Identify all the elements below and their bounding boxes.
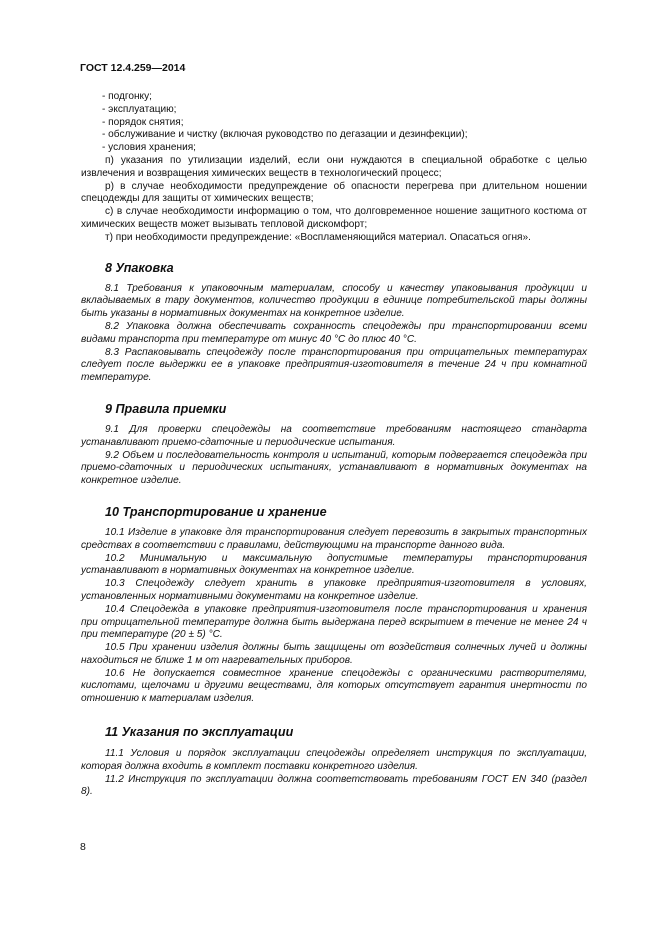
section-heading: 9 Правила приемки xyxy=(105,401,227,416)
paragraph: 11.1 Условия и порядок эксплуатации спецодежды определяет инструкция по эксплуатации, которая должна входить в комплект поставки конкретного изделия. xyxy=(81,748,587,772)
paragraph: 10.3 Спецодежду следует хранить в упаковке предприятия-изготовителя в условиях, установленных нормативными документами на конкретное изделие. xyxy=(81,578,587,602)
paragraph: 10.2 Минимальную и максимальную допустимые температуры транспортирования устанавливают в нормативных документах на конкретное изделие. xyxy=(81,552,587,577)
paragraph: т) при необходимости предупреждение: «Воспламеняющийся материал. Опасаться огня». xyxy=(105,231,531,243)
page-number: 8 xyxy=(80,841,86,853)
paragraph: 10.6 Не допускается совместное хранение спецодежды с органическими растворителями, кислотами, щелочами и другими веществами, для которых отсутствует гарантия инертности по отношению к материалам изделия. xyxy=(81,667,587,705)
paragraph: 9.2 Объем и последовательность контроля и испытаний, которым подвергается спецодежда при приемо-сдаточных и периодических испытаниях, устанавливают в нормативных документах на конкретное изделие. xyxy=(81,449,587,487)
section-heading: 8 Упаковка xyxy=(105,260,174,275)
paragraph: 9.1 Для проверки спецодежды на соответствие требованиям настоящего стандарта устанавливают приемо-сдаточные и периодические испытания. xyxy=(81,423,587,448)
paragraph: 10.1 Изделие в упаковке для транспортирования следует перевозить в закрытых транспортных средствах в соответствии с правилами, действующими на транспорте данного вида. xyxy=(81,526,587,551)
paragraph: 8.2 Упаковка должна обеспечивать сохранность спецодежды при транспортировании всеми видами транспорта при температуре от минус 40 °С до плюс 40 °С. xyxy=(81,320,587,345)
list-item: - подгонку; xyxy=(102,91,152,102)
paragraph: 8.3 Распаковывать спецодежду после транспортирования при отрицательных температурах следует после выдержки ее в упаковке предприятия-изготовителя в течение 24 ч при комнатной температуре. xyxy=(81,346,587,384)
paragraph: 10.4 Спецодежда в упаковке предприятия-изготовителя после транспортирования и хранения при отрицательной температуре должна быть выдержана перед вскрытием в течение не менее 24 ч при температуре (20 ± 5) °С. xyxy=(81,603,587,641)
document-code: ГОСТ 12.4.259—2014 xyxy=(80,62,186,74)
list-item: - порядок снятия; xyxy=(102,116,184,128)
paragraph: 10.5 При хранении изделия должны быть защищены от воздействия солнечных лучей и должны находиться не ближе 1 м от нагревательных приборов. xyxy=(81,642,587,666)
list-item: - условия хранения; xyxy=(102,142,196,154)
paragraph: р) в случае необходимости предупреждение об опасности перегрева при длительном ношении спецодежды для защиты от химических веществ; xyxy=(81,180,587,205)
section-heading: 11 Указания по эксплуатации xyxy=(105,725,294,740)
paragraph: с) в случае необходимости информацию о том, что долговременное ношение защитного костюма от химических веществ может вызывать тепловой дискомфорт; xyxy=(81,206,587,230)
list-item: - эксплуатацию; xyxy=(102,103,177,115)
section-heading: 10 Транспортирование и хранение xyxy=(105,504,327,519)
paragraph: п) указания по утилизации изделий, если они нуждаются в специальной обработке с целью извлечения и возвращения химических веществ в технологический процесс; xyxy=(81,154,587,179)
paragraph: 8.1 Требования к упаковочным материалам, способу и качеству упаковывания продукции и вкладываемых в тару документов, количество продукции в единице потребительской тары должны быть указаны в нормативных документах на конкретное изделие. xyxy=(81,282,587,320)
document-body xyxy=(81,91,587,799)
list-item: - обслуживание и чистку (включая руководство по дегазации и дезинфекции); xyxy=(102,129,468,141)
paragraph: 11.2 Инструкция по эксплуатации должна соответствовать требованиям ГОСТ EN 340 (раздел 8). xyxy=(81,773,587,798)
